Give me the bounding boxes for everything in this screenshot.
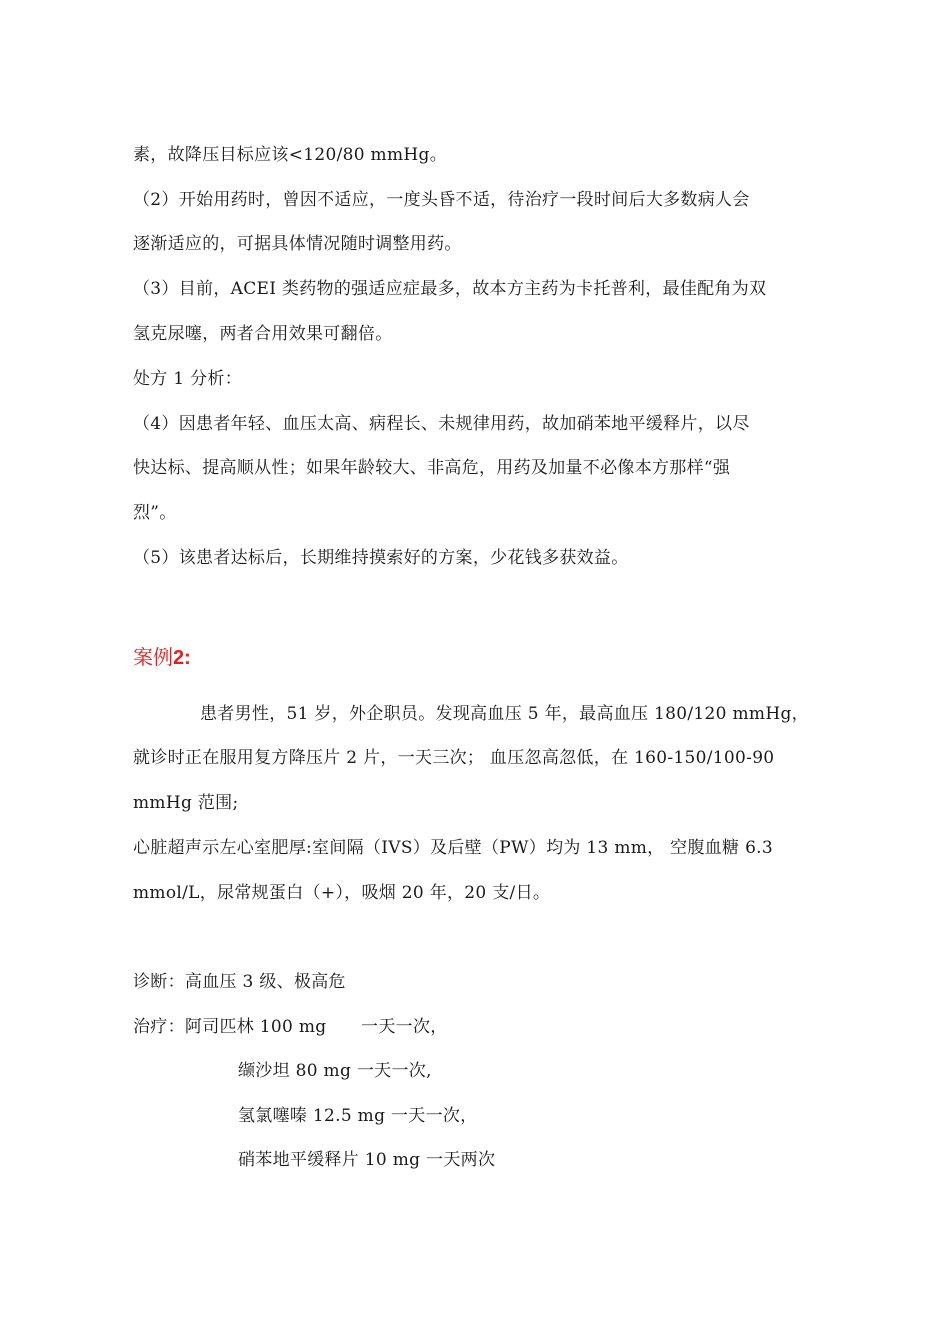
- paragraph-line: 逐渐适应的，可据具体情况随时调整用药。: [133, 234, 462, 254]
- paragraph-line: 就诊时正在服用复方降压片 2 片，一天三次； 血压忽高忽低，在 160-150/100-90: [133, 748, 775, 768]
- paragraph-line: 心脏超声示左心室肥厚:室间隔（IVS）及后壁（PW）均为 13 mm， 空腹血糖 6.3: [133, 838, 773, 858]
- treatment-line: 治疗：阿司匹林 100 mg 一天一次，: [133, 1017, 448, 1037]
- case-heading: [133, 645, 191, 670]
- paragraph-line: 快达标、提高顺从性；如果年龄较大、非高危，用药及加量不必像本方那样“强: [133, 458, 731, 478]
- drug-line: 氢氯噻嗪 12.5 mg 一天一次，: [238, 1106, 478, 1126]
- paragraph-line: （3）目前，ACEI 类药物的强适应症最多，故本方主药为卡托普利，最佳配角为双: [133, 279, 767, 299]
- drug-line: 硝苯地平缓释片 10 mg 一天两次: [238, 1150, 496, 1170]
- section-label: 处方 1 分析：: [133, 369, 243, 389]
- case-heading-number: 2:: [173, 647, 191, 669]
- diagnosis-line: 诊断：高血压 3 级、极高危: [133, 972, 346, 992]
- paragraph-line: 素，故降压目标应该<120/80 mmHg。: [133, 145, 448, 165]
- paragraph-line: （5）该患者达标后，长期维持摸索好的方案，少花钱多获效益。: [133, 548, 629, 568]
- paragraph-line: mmHg 范围;: [133, 793, 239, 813]
- drug-line: 缬沙坦 80 mg 一天一次,: [238, 1061, 432, 1081]
- case-heading-title: 案例: [133, 645, 173, 669]
- paragraph-line: 氢克尿噻，两者合用效果可翻倍。: [133, 324, 393, 344]
- paragraph-line: （2）开始用药时，曾因不适应，一度头昏不适，待治疗一段时间后大多数病人会: [133, 190, 750, 210]
- paragraph-line: （4）因患者年轻、血压太高、病程长、未规律用药，故加硝苯地平缓释片，以尽: [133, 414, 750, 434]
- paragraph-line: mmol/L，尿常规蛋白（+），吸烟 20 年，20 支/日。: [133, 883, 551, 903]
- paragraph-line: 患者男性，51 岁，外企职员。发现高血压 5 年，最高血压 180/120 mmHg，: [200, 704, 809, 724]
- paragraph-line: 烈”。: [133, 503, 177, 523]
